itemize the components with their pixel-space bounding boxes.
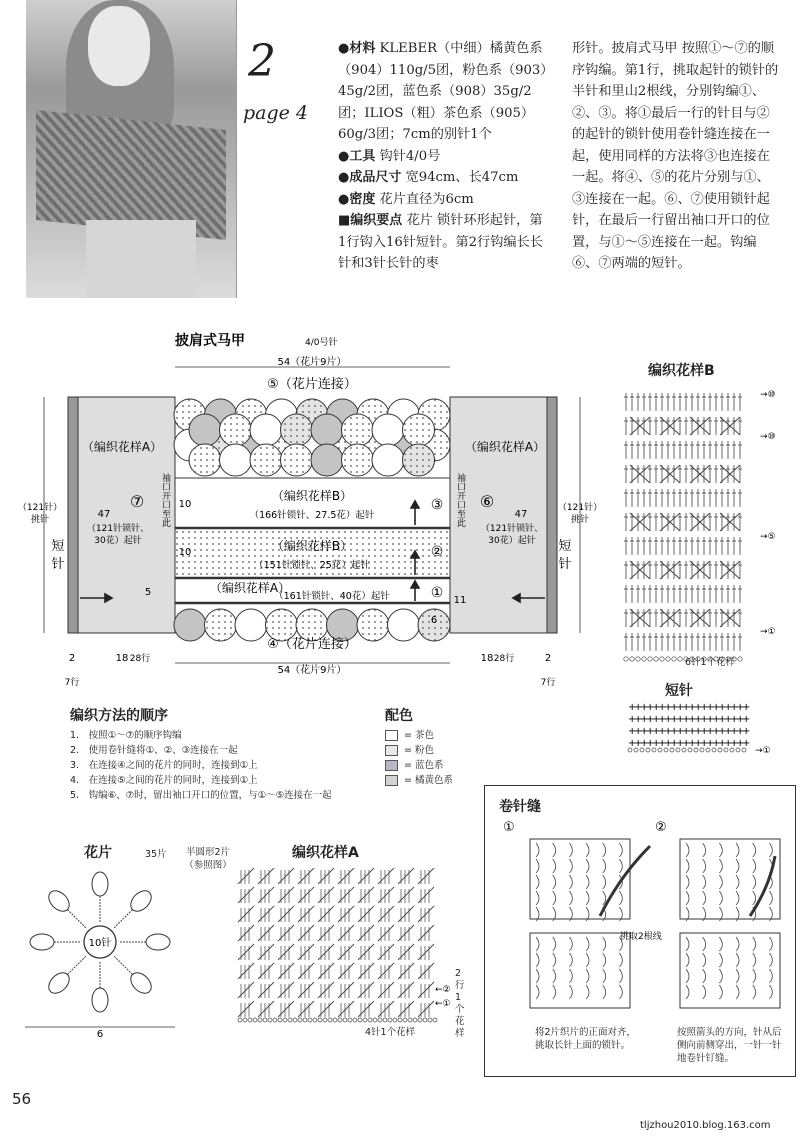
- svg-text:+: +: [742, 702, 751, 713]
- order-steps: 1. 按照①～⑦的顺序钩编 2. 使用卷针缝将①、②、③连接在一起 3. 在连接④之间的花片的同时，连接到①上 4. 在连接⑤之间的花片的同时，连接到①上 5. 钩编⑥、⑦时，留出袖口开口的位置，与①～⑤连接在一起: [70, 730, 332, 801]
- svg-text:+: +: [700, 714, 709, 725]
- svg-text:+: +: [670, 738, 679, 749]
- svg-text:+: +: [694, 726, 703, 737]
- svg-text:54（花片9片）: 54（花片9片）: [277, 665, 347, 676]
- legend-item: = 粉色: [385, 743, 453, 758]
- motif-chart: [20, 862, 220, 1042]
- pattern-b-chart: [620, 383, 800, 673]
- pattern-b2-label: （编织花样B）: [271, 539, 353, 553]
- svg-text:11: 11: [453, 595, 467, 606]
- svg-text:⑦: ⑦: [129, 492, 145, 511]
- page-reference: page 4: [243, 102, 309, 124]
- pattern-b-note: 6针1个花样: [685, 657, 736, 668]
- svg-text:+: +: [646, 726, 655, 737]
- svg-text:+: +: [628, 714, 637, 725]
- svg-text:+: +: [724, 714, 733, 725]
- svg-text:+: +: [676, 726, 685, 737]
- svg-text:+: +: [700, 738, 709, 749]
- svg-text:（151针锁针、25花）起针: （151针锁针、25花）起针: [254, 560, 370, 571]
- svg-text:+: +: [676, 738, 685, 749]
- short-stitch-title: 短针: [665, 683, 693, 699]
- svg-text:短: 短: [51, 539, 65, 554]
- svg-text:挑取2根线: 挑取2根线: [620, 932, 662, 942]
- schematic-title: 披肩式马甲: [175, 333, 245, 349]
- svg-text:28行: 28行: [129, 654, 151, 664]
- seam-illustration: [495, 821, 785, 1011]
- color-legend: [385, 728, 453, 788]
- svg-text:←①: ←①: [435, 999, 451, 1009]
- svg-text:②: ②: [655, 821, 667, 835]
- whipstitch-seam-box: 卷针缝 ① ② 挑取2根线 将2片织片的正面对齐，挑取长针上面的锁针。 按照箭头的方向，针从后侧向前侧穿出，一针一针地卷针钉缝。: [484, 785, 796, 1077]
- svg-text:+: +: [682, 702, 691, 713]
- svg-text:+: +: [670, 714, 679, 725]
- svg-text:6: 6: [430, 615, 438, 626]
- svg-text:①: ①: [503, 821, 515, 835]
- row5-label: ⑤（花片连接）: [267, 377, 357, 392]
- motif-title: 花片: [84, 845, 112, 861]
- instructions-text: 形针。披肩式马甲 按照①～⑦的顺序钩编。第1行，挑取起针的锁针的半针和里山2根线，分别钩编①、②、③。将①最后一行的针目与②的起针的锁针使用卷针缝连接在一起，使用同样的方法将③也连接在一起。将④、⑤的花片分别与①、③连接在一起。⑥、⑦使用锁针起针，在最后一行留出袖口开口的位置，与①～⑤连接在一起。钩编⑥、⑦两端的短针。: [572, 41, 779, 271]
- svg-text:+: +: [676, 702, 685, 713]
- svg-text:+: +: [682, 738, 691, 749]
- svg-text:（121针）: （121针）: [17, 503, 63, 513]
- short-stitch-chart: [620, 698, 800, 758]
- svg-text:+: +: [712, 702, 721, 713]
- svg-text:10: 10: [178, 499, 192, 510]
- svg-text:→⑩: →⑩: [760, 390, 776, 400]
- svg-text:6: 6: [96, 1029, 104, 1040]
- pattern-a-title: 编织花样A: [292, 845, 359, 861]
- svg-text:+: +: [718, 726, 727, 737]
- svg-text:→⑤: →⑤: [760, 532, 776, 542]
- legend-item: = 蓝色系: [385, 758, 453, 773]
- svg-text:+: +: [670, 726, 679, 737]
- svg-text:+: +: [670, 702, 679, 713]
- svg-text:（166针锁针、27.5花）起针: （166针锁针、27.5花）起针: [249, 510, 375, 521]
- order-title: 编织方法的顺序: [70, 708, 168, 724]
- svg-text:2: 2: [544, 653, 552, 664]
- svg-text:+: +: [652, 726, 661, 737]
- page-number: 56: [12, 1090, 32, 1108]
- svg-text:+: +: [646, 702, 655, 713]
- seam-title: 卷针缝: [499, 799, 541, 815]
- svg-text:⑥: ⑥: [479, 492, 495, 511]
- svg-text:→①: →①: [755, 746, 771, 756]
- svg-text:+: +: [634, 702, 643, 713]
- hook-size: 4/0号针: [305, 338, 338, 348]
- svg-text:+: +: [730, 714, 739, 725]
- svg-text:短: 短: [558, 539, 572, 554]
- svg-text:+: +: [736, 738, 745, 749]
- svg-text:+: +: [688, 714, 697, 725]
- pattern-number: 2: [248, 36, 276, 87]
- svg-text:+: +: [634, 738, 643, 749]
- svg-text:②: ②: [430, 544, 444, 560]
- legend-title: 配色: [385, 708, 413, 724]
- svg-text:→⑩: →⑩: [760, 432, 776, 442]
- svg-text:18: 18: [480, 653, 494, 664]
- svg-text:+: +: [640, 702, 649, 713]
- svg-text:47: 47: [97, 509, 111, 520]
- legend-item: = 茶色: [385, 728, 453, 743]
- svg-text:挑针: 挑针: [570, 515, 590, 525]
- svg-text:+: +: [712, 714, 721, 725]
- svg-text:（121针锁针、: （121针锁针、: [480, 524, 544, 534]
- svg-text:+: +: [628, 702, 637, 713]
- svg-text:7行: 7行: [540, 678, 556, 688]
- svg-text:28行: 28行: [493, 654, 515, 664]
- svg-text:（121针锁针、: （121针锁针、: [86, 524, 150, 534]
- source-url: tljzhou2010.blog.163.com: [640, 1120, 771, 1131]
- svg-text:+: +: [706, 714, 715, 725]
- svg-text:+: +: [688, 738, 697, 749]
- svg-text:+: +: [646, 738, 655, 749]
- svg-text:+: +: [664, 726, 673, 737]
- svg-text:（编织花样A）: （编织花样A）: [464, 440, 546, 454]
- svg-text:+: +: [634, 714, 643, 725]
- svg-text:+: +: [664, 702, 673, 713]
- svg-text:+: +: [640, 726, 649, 737]
- svg-text:+: +: [712, 738, 721, 749]
- svg-text:→①: →①: [760, 627, 776, 637]
- svg-text:+: +: [730, 738, 739, 749]
- legend-item: = 橘黄色系: [385, 773, 453, 788]
- svg-text:袖口开口至此: 袖口开口至此: [160, 473, 170, 527]
- pattern-b-title: 编织花样B: [648, 363, 715, 379]
- svg-text:+: +: [628, 738, 637, 749]
- material-line: ●密度 花片直径为6cm: [338, 191, 474, 207]
- svg-text:7行: 7行: [64, 678, 80, 688]
- model-photo: [26, 0, 237, 298]
- svg-text:+: +: [730, 726, 739, 737]
- pattern-a-chart: [230, 860, 475, 1040]
- svg-text:+: +: [736, 726, 745, 737]
- svg-text:+: +: [658, 702, 667, 713]
- svg-text:18: 18: [115, 653, 129, 664]
- svg-text:+: +: [724, 702, 733, 713]
- svg-text:30花）起针: 30花）起针: [94, 536, 142, 546]
- svg-text:+: +: [718, 738, 727, 749]
- svg-text:30花）起针: 30花）起针: [488, 536, 536, 546]
- svg-text:+: +: [742, 714, 751, 725]
- svg-text:+: +: [682, 726, 691, 737]
- svg-text:←②: ←②: [435, 985, 451, 995]
- svg-text:+: +: [694, 738, 703, 749]
- svg-text:+: +: [736, 702, 745, 713]
- svg-text:（编织花样A）: （编织花样A）: [81, 440, 163, 454]
- material-line: ●材料 KLEBER（中细）橘黄色系（904）110g/5团，粉色系（903）45g/2团，蓝色系（908）35g/2团；ILIOS（粗）茶色系（905）60g/3团；7cm的别针1个: [338, 41, 547, 142]
- svg-text:+: +: [682, 714, 691, 725]
- svg-text:+: +: [742, 726, 751, 737]
- svg-text:+: +: [724, 738, 733, 749]
- svg-text:（161针锁针、40花）起针: （161针锁针、40花）起针: [274, 591, 390, 602]
- svg-text:针: 针: [558, 557, 572, 572]
- svg-text:10: 10: [178, 547, 192, 558]
- svg-text:袖口开口至此: 袖口开口至此: [455, 473, 465, 527]
- svg-text:+: +: [688, 726, 697, 737]
- svg-text:+: +: [664, 738, 673, 749]
- svg-text:+: +: [694, 702, 703, 713]
- svg-text:+: +: [652, 738, 661, 749]
- svg-text:③: ③: [430, 497, 444, 513]
- pattern-a-mid-label: （编织花样A）: [209, 581, 291, 595]
- svg-text:+: +: [658, 714, 667, 725]
- svg-text:10针: 10针: [88, 938, 112, 949]
- svg-text:+: +: [742, 738, 751, 749]
- row4-label: ④（花片连接）: [267, 637, 357, 652]
- material-line: ●工具 钩针4/0号: [338, 148, 441, 164]
- svg-text:+: +: [718, 702, 727, 713]
- svg-text:+: +: [700, 726, 709, 737]
- svg-text:+: +: [676, 714, 685, 725]
- svg-text:挑针: 挑针: [30, 515, 50, 525]
- svg-text:+: +: [646, 714, 655, 725]
- svg-text:+: +: [724, 726, 733, 737]
- svg-text:+: +: [730, 702, 739, 713]
- svg-text:+: +: [640, 714, 649, 725]
- svg-text:+: +: [658, 726, 667, 737]
- svg-text:+: +: [658, 738, 667, 749]
- svg-text:47: 47: [514, 509, 528, 520]
- svg-text:+: +: [688, 702, 697, 713]
- svg-text:针: 针: [51, 557, 65, 572]
- svg-text:+: +: [706, 738, 715, 749]
- svg-text:+: +: [706, 726, 715, 737]
- top-dimension: 54（花片9片）: [277, 357, 347, 368]
- svg-text:+: +: [694, 714, 703, 725]
- svg-text:+: +: [640, 738, 649, 749]
- instructions-column: [572, 38, 782, 275]
- material-line: ■编织要点 花片 锁针环形起针，第1行钩入16针短针。第2行钩编长长针和3针长针的枣: [338, 213, 543, 271]
- svg-text:+: +: [718, 714, 727, 725]
- materials-column: [338, 38, 548, 275]
- svg-text:+: +: [700, 702, 709, 713]
- svg-text:+: +: [652, 714, 661, 725]
- svg-text:+: +: [652, 702, 661, 713]
- svg-text:+: +: [706, 702, 715, 713]
- svg-text:+: +: [634, 726, 643, 737]
- svg-text:+: +: [712, 726, 721, 737]
- svg-text:+: +: [628, 726, 637, 737]
- svg-text:+: +: [664, 714, 673, 725]
- svg-text:2: 2: [68, 653, 76, 664]
- svg-text:（121针）: （121针）: [557, 503, 603, 513]
- material-line: ●成品尺寸 宽94cm、长47cm: [338, 170, 519, 185]
- svg-text:5: 5: [144, 587, 152, 598]
- svg-text:+: +: [736, 714, 745, 725]
- pattern-b1-label: （编织花样B）: [271, 489, 353, 503]
- svg-text:①: ①: [430, 585, 444, 601]
